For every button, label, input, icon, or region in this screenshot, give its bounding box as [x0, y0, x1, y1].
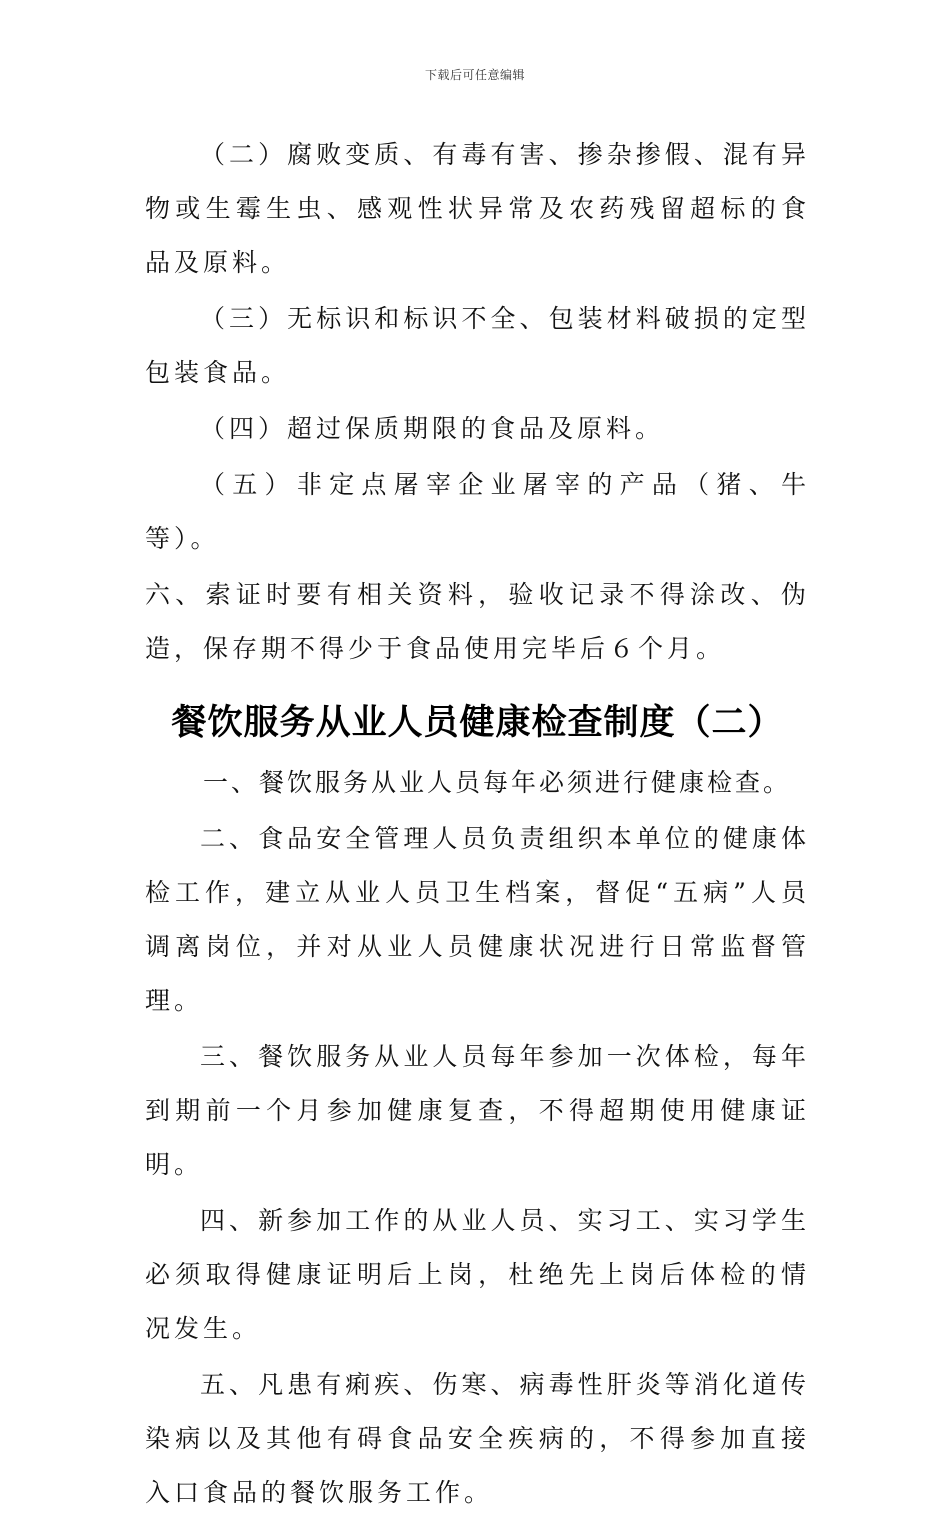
paragraph-rule-5: 五、凡患有痢疾、伤寒、病毒性肝炎等消化道传染病以及其他有碍食品安全疾病的，不得参加直接入口食品的餐饮服务工作。: [145, 1370, 810, 1507]
page-header-note: 下载后可任意编辑: [424, 68, 525, 82]
paragraph-item-3: （三）无标识和标识不全、包装材料破损的定型包装食品。: [145, 304, 810, 387]
paragraph-item-2: （二）腐败变质、有毒有害、掺杂掺假、混有异物或生霉生虫、感观性状异常及农药残留超标的食品及原料。: [145, 140, 810, 277]
paragraph-rule-1: 一、餐饮服务从业人员每年必须进行健康检查。: [203, 768, 792, 797]
paragraph-item-4: （四）超过保质期限的食品及原料。: [200, 414, 665, 443]
paragraph-item-5: （五）非定点屠宰企业屠宰的产品（猪、牛等）。: [145, 470, 810, 553]
paragraph-clause-6: 六、索证时要有相关资料，验收记录不得涂改、伪造，保存期不得少于食品使用完毕后６个月。: [145, 580, 810, 663]
paragraph-rule-2: 二、食品安全管理人员负责组织本单位的健康体检工作，建立从业人员卫生档案，督促“五病”人员调离岗位，并对从业人员健康状况进行日常监督管理。: [145, 824, 810, 1015]
paragraph-rule-3: 三、餐饮服务从业人员每年参加一次体检，每年到期前一个月参加健康复查，不得超期使用健康证明。: [145, 1042, 810, 1179]
paragraph-rule-4: 四、新参加工作的从业人员、实习工、实习学生必须取得健康证明后上岗，杜绝先上岗后体检的情况发生。: [145, 1206, 810, 1343]
section-title: 餐饮服务从业人员健康检查制度（二）: [171, 703, 784, 743]
document-body: [145, 128, 810, 1520]
